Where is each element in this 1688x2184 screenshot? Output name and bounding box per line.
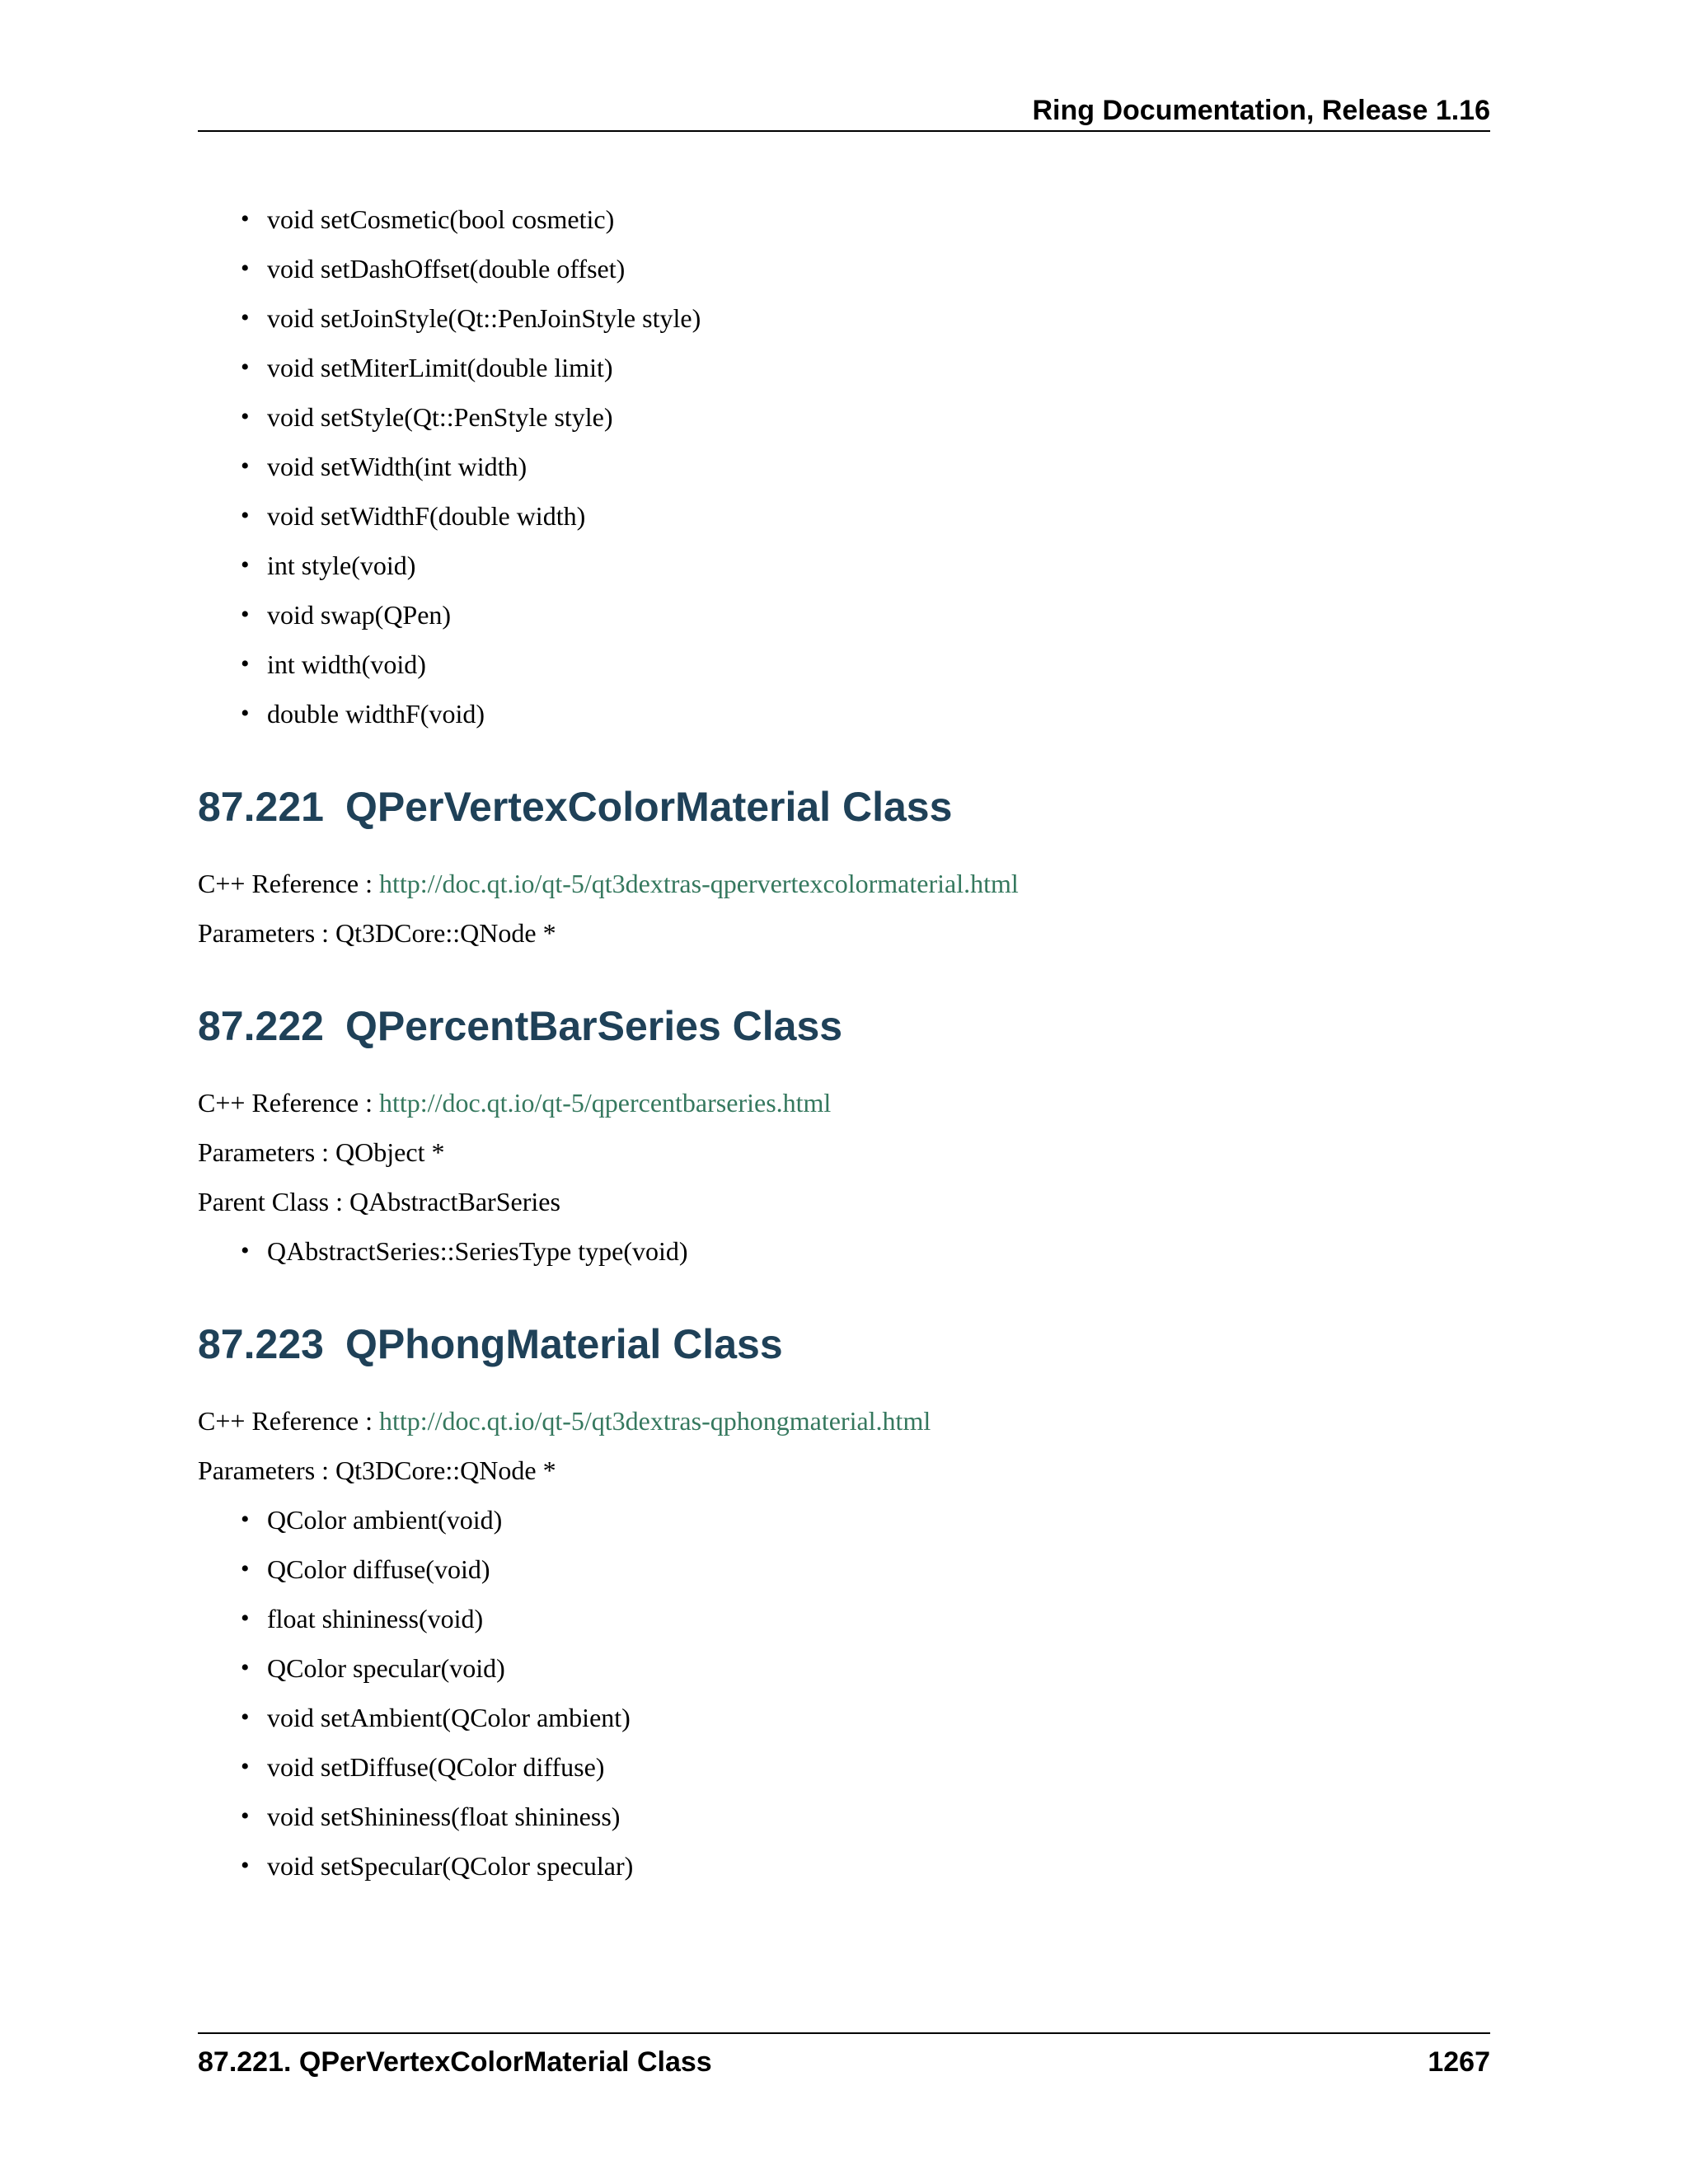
list-item: • void swap(QPen)	[267, 590, 1490, 640]
section-title: QPerVertexColorMaterial Class	[345, 784, 953, 830]
bullet-icon: •	[241, 205, 250, 232]
cpp-reference-link[interactable]: http://doc.qt.io/qt-5/qt3dextras-qphongmaterial.html	[379, 1406, 931, 1436]
section-number: 87.223	[198, 1321, 324, 1367]
bullet-icon: •	[241, 452, 250, 480]
section-number: 87.221	[198, 784, 324, 830]
bullet-icon: •	[241, 700, 250, 727]
section-qphongmaterial	[198, 1315, 1490, 1891]
bullet-icon: •	[241, 1704, 250, 1731]
cpp-reference: C++ Reference : http://doc.qt.io/qt-5/qpercentbarseries.html	[198, 1088, 832, 1118]
bullet-icon: •	[241, 1802, 250, 1830]
section-title: QPhongMaterial Class	[345, 1321, 783, 1367]
parent-class: Parent Class : QAbstractBarSeries	[198, 1187, 560, 1216]
cpp-reference: C++ Reference : http://doc.qt.io/qt-5/qt3dextras-qpervertexcolormaterial.html	[198, 869, 1019, 898]
bullet-icon: •	[241, 354, 250, 381]
bullet-icon: •	[241, 601, 250, 628]
list-item: • QColor ambient(void)	[267, 1495, 1490, 1544]
list-item: • QColor specular(void)	[267, 1643, 1490, 1693]
section-number: 87.222	[198, 1003, 324, 1049]
list-item: • float shininess(void)	[267, 1594, 1490, 1643]
bullet-icon: •	[241, 304, 250, 331]
list-item: • void setJoinStyle(Qt::PenJoinStyle style)	[267, 293, 1490, 343]
list-item: • int width(void)	[267, 640, 1490, 689]
bullet-icon: •	[241, 1753, 250, 1780]
bullet-icon: •	[241, 502, 250, 529]
list-item: • void setMiterLimit(double limit)	[267, 343, 1490, 392]
list-item: • void setDiffuse(QColor diffuse)	[267, 1742, 1490, 1792]
cpp-reference-link[interactable]: http://doc.qt.io/qt-5/qpercentbarseries.html	[379, 1088, 832, 1118]
section-heading	[198, 1315, 1490, 1373]
footer-section-title: 87.221. QPerVertexColorMaterial Class	[198, 2046, 712, 2078]
section-qpervertexcolormaterial	[198, 778, 1490, 958]
list-item: • int style(void)	[267, 541, 1490, 590]
method-list	[198, 1495, 1490, 1891]
method-list	[198, 1226, 1490, 1276]
section-qpercentbarseries	[198, 997, 1490, 1276]
list-item: • void setAmbient(QColor ambient)	[267, 1693, 1490, 1742]
page-content	[198, 194, 1490, 1891]
bullet-icon: •	[241, 1852, 250, 1879]
page-header	[198, 91, 1490, 132]
cpp-reference: C++ Reference : http://doc.qt.io/qt-5/qt3dextras-qphongmaterial.html	[198, 1406, 931, 1436]
bullet-icon: •	[241, 650, 250, 677]
bullet-icon: •	[241, 1506, 250, 1533]
list-item: • QColor diffuse(void)	[267, 1544, 1490, 1594]
bullet-icon: •	[241, 1237, 250, 1264]
list-item: • void setShininess(float shininess)	[267, 1792, 1490, 1841]
list-item: • void setCosmetic(bool cosmetic)	[267, 194, 1490, 244]
parameters: Parameters : Qt3DCore::QNode *	[198, 1455, 556, 1485]
intro-method-list	[198, 194, 1490, 738]
bullet-icon: •	[241, 1605, 250, 1632]
list-item: • void setDashOffset(double offset)	[267, 244, 1490, 293]
section-heading	[198, 778, 1490, 836]
bullet-icon: •	[241, 551, 250, 579]
parameters: Parameters : QObject *	[198, 1137, 445, 1167]
parameters: Parameters : Qt3DCore::QNode *	[198, 918, 556, 948]
bullet-icon: •	[241, 1654, 250, 1681]
bullet-icon: •	[241, 403, 250, 430]
list-item: • void setWidthF(double width)	[267, 491, 1490, 541]
section-heading	[198, 997, 1490, 1055]
page-footer	[198, 2032, 1490, 2083]
section-title: QPercentBarSeries Class	[345, 1003, 843, 1049]
bullet-icon: •	[241, 1555, 250, 1582]
running-title: Ring Documentation, Release 1.16	[1032, 95, 1490, 126]
list-item: • QAbstractSeries::SeriesType type(void)	[267, 1226, 1490, 1276]
list-item: • void setSpecular(QColor specular)	[267, 1841, 1490, 1891]
list-item: • void setWidth(int width)	[267, 442, 1490, 491]
page-number: 1267	[1428, 2046, 1490, 2078]
list-item: • void setStyle(Qt::PenStyle style)	[267, 392, 1490, 442]
cpp-reference-link[interactable]: http://doc.qt.io/qt-5/qt3dextras-qpervertexcolormaterial.html	[379, 869, 1019, 898]
bullet-icon: •	[241, 255, 250, 282]
list-item: • double widthF(void)	[267, 689, 1490, 738]
